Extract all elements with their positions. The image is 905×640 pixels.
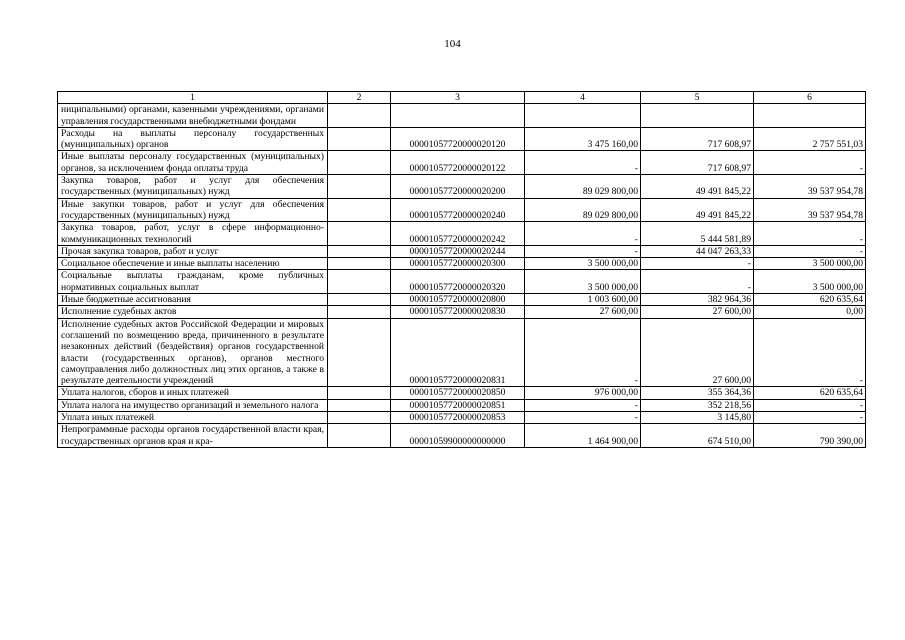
cell-code: 00001057720000020851 (391, 399, 525, 411)
cell-col2 (328, 270, 391, 294)
cell-col2 (328, 104, 391, 128)
cell-code: 00001057720000020122 (391, 151, 525, 175)
cell-col2 (328, 412, 391, 424)
cell-executed: 5 444 581,89 (641, 222, 754, 246)
cell-unexecuted: 620 635,64 (754, 294, 866, 306)
column-header: 1 (58, 92, 328, 104)
cell-col2 (328, 318, 391, 387)
cell-executed (641, 104, 754, 128)
cell-executed: 355 364,36 (641, 387, 754, 399)
table-row (58, 318, 866, 387)
cell-executed: 674 510,00 (641, 424, 754, 448)
cell-executed: 717 608,97 (641, 151, 754, 175)
cell-code (391, 104, 525, 128)
cell-code: 00001057720000020800 (391, 294, 525, 306)
table-row (58, 399, 866, 411)
cell-name: Закупка товаров, работ и услуг для обеспечения государственных (муниципальных) нужд (58, 175, 328, 199)
cell-unexecuted: - (754, 151, 866, 175)
cell-col2 (328, 175, 391, 199)
cell-approved: 89 029 800,00 (525, 175, 641, 199)
cell-unexecuted: 0,00 (754, 306, 866, 318)
cell-executed: 27 600,00 (641, 318, 754, 387)
cell-code: 00001057720000020200 (391, 175, 525, 199)
cell-approved: 1 464 900,00 (525, 424, 641, 448)
cell-executed: - (641, 258, 754, 270)
table-row (58, 175, 866, 199)
cell-code: 00001057720000020320 (391, 270, 525, 294)
cell-col2 (328, 245, 391, 257)
table-header-row (58, 92, 866, 104)
cell-col2 (328, 151, 391, 175)
cell-unexecuted: - (754, 245, 866, 257)
cell-col2 (328, 399, 391, 411)
cell-approved (525, 104, 641, 128)
table-row (58, 127, 866, 151)
cell-unexecuted: - (754, 318, 866, 387)
cell-code: 00001057720000020853 (391, 412, 525, 424)
cell-name: Непрограммные расходы органов государственной власти края, государственных органов края и кра- (58, 424, 328, 448)
cell-col2 (328, 424, 391, 448)
cell-executed: 352 218,56 (641, 399, 754, 411)
column-header: 3 (391, 92, 525, 104)
cell-executed: 49 491 845,22 (641, 198, 754, 222)
column-header: 2 (328, 92, 391, 104)
cell-name: Исполнение судебных актов (58, 306, 328, 318)
cell-unexecuted: - (754, 399, 866, 411)
table-row (58, 306, 866, 318)
table-row (58, 294, 866, 306)
cell-col2 (328, 127, 391, 151)
cell-code: 00001057720000020850 (391, 387, 525, 399)
cell-name: Исполнение судебных актов Российской Федерации и мировых соглашений по возмещению вреда, причиненного в результате незаконных действий (бездействия) органов государственной власти (государственных органов), органов местного самоуправления либо должностных лиц этих органов, а также в результате деятельности учреждений (58, 318, 328, 387)
column-header: 6 (754, 92, 866, 104)
cell-name: Социальные выплаты гражданам, кроме публичных нормативных социальных выплат (58, 270, 328, 294)
cell-name: Прочая закупка товаров, работ и услуг (58, 245, 328, 257)
cell-approved: - (525, 412, 641, 424)
cell-approved: 976 000,00 (525, 387, 641, 399)
cell-executed: 27 600,00 (641, 306, 754, 318)
table-row (58, 424, 866, 448)
cell-executed: 49 491 845,22 (641, 175, 754, 199)
cell-col2 (328, 198, 391, 222)
cell-executed: 44 047 263,33 (641, 245, 754, 257)
cell-approved: 3 475 160,00 (525, 127, 641, 151)
cell-code: 00001057720000020300 (391, 258, 525, 270)
cell-approved: 89 029 800,00 (525, 198, 641, 222)
table-row (58, 387, 866, 399)
cell-unexecuted: 39 537 954,78 (754, 198, 866, 222)
cell-approved: 1 003 600,00 (525, 294, 641, 306)
cell-unexecuted: 3 500 000,00 (754, 270, 866, 294)
cell-approved: 27 600,00 (525, 306, 641, 318)
cell-code: 00001057720000020240 (391, 198, 525, 222)
cell-unexecuted: 3 500 000,00 (754, 258, 866, 270)
cell-col2 (328, 387, 391, 399)
cell-name: Уплата иных платежей (58, 412, 328, 424)
page-number: 104 (444, 38, 461, 50)
cell-col2 (328, 306, 391, 318)
cell-name: Расходы на выплаты персоналу государственных (муниципальных) органов (58, 127, 328, 151)
cell-unexecuted (754, 104, 866, 128)
cell-col2 (328, 222, 391, 246)
column-header: 4 (525, 92, 641, 104)
table-row (58, 258, 866, 270)
cell-executed: 717 608,97 (641, 127, 754, 151)
table-row (58, 412, 866, 424)
cell-approved: 3 500 000,00 (525, 258, 641, 270)
cell-executed: - (641, 270, 754, 294)
cell-name: Иные закупки товаров, работ и услуг для обеспечения государственных (муниципальных) нужд (58, 198, 328, 222)
cell-approved: 3 500 000,00 (525, 270, 641, 294)
cell-code: 00001057720000020244 (391, 245, 525, 257)
table-row (58, 245, 866, 257)
cell-approved: - (525, 245, 641, 257)
cell-name: ниципальными) органами, казенными учреждениями, органами управления государственными внебюджетными фондами (58, 104, 328, 128)
cell-unexecuted: 39 537 954,78 (754, 175, 866, 199)
cell-unexecuted: - (754, 222, 866, 246)
table-row (58, 198, 866, 222)
cell-name: Уплата налогов, сборов и иных платежей (58, 387, 328, 399)
table-row (58, 151, 866, 175)
cell-name: Иные бюджетные ассигнования (58, 294, 328, 306)
cell-approved: - (525, 318, 641, 387)
cell-name: Социальное обеспечение и иные выплаты населению (58, 258, 328, 270)
budget-table (57, 91, 866, 448)
cell-name: Иные выплаты персоналу государственных (муниципальных) органов, за исключением фонда оплаты труда (58, 151, 328, 175)
table-row (58, 222, 866, 246)
cell-unexecuted: 2 757 551,03 (754, 127, 866, 151)
table-row (58, 104, 866, 128)
column-header: 5 (641, 92, 754, 104)
cell-code: 00001059900000000000 (391, 424, 525, 448)
cell-col2 (328, 258, 391, 270)
cell-approved: - (525, 151, 641, 175)
cell-unexecuted: 790 390,00 (754, 424, 866, 448)
cell-executed: 3 145,80 (641, 412, 754, 424)
cell-name: Уплата налога на имущество организаций и земельного налога (58, 399, 328, 411)
cell-name: Закупка товаров, работ, услуг в сфере информационно-коммуникационных технологий (58, 222, 328, 246)
cell-code: 00001057720000020831 (391, 318, 525, 387)
cell-unexecuted: - (754, 412, 866, 424)
cell-approved: - (525, 399, 641, 411)
cell-code: 00001057720000020242 (391, 222, 525, 246)
table-row (58, 270, 866, 294)
cell-executed: 382 964,36 (641, 294, 754, 306)
cell-unexecuted: 620 635,64 (754, 387, 866, 399)
cell-col2 (328, 294, 391, 306)
cell-code: 00001057720000020120 (391, 127, 525, 151)
cell-code: 00001057720000020830 (391, 306, 525, 318)
cell-approved: - (525, 222, 641, 246)
